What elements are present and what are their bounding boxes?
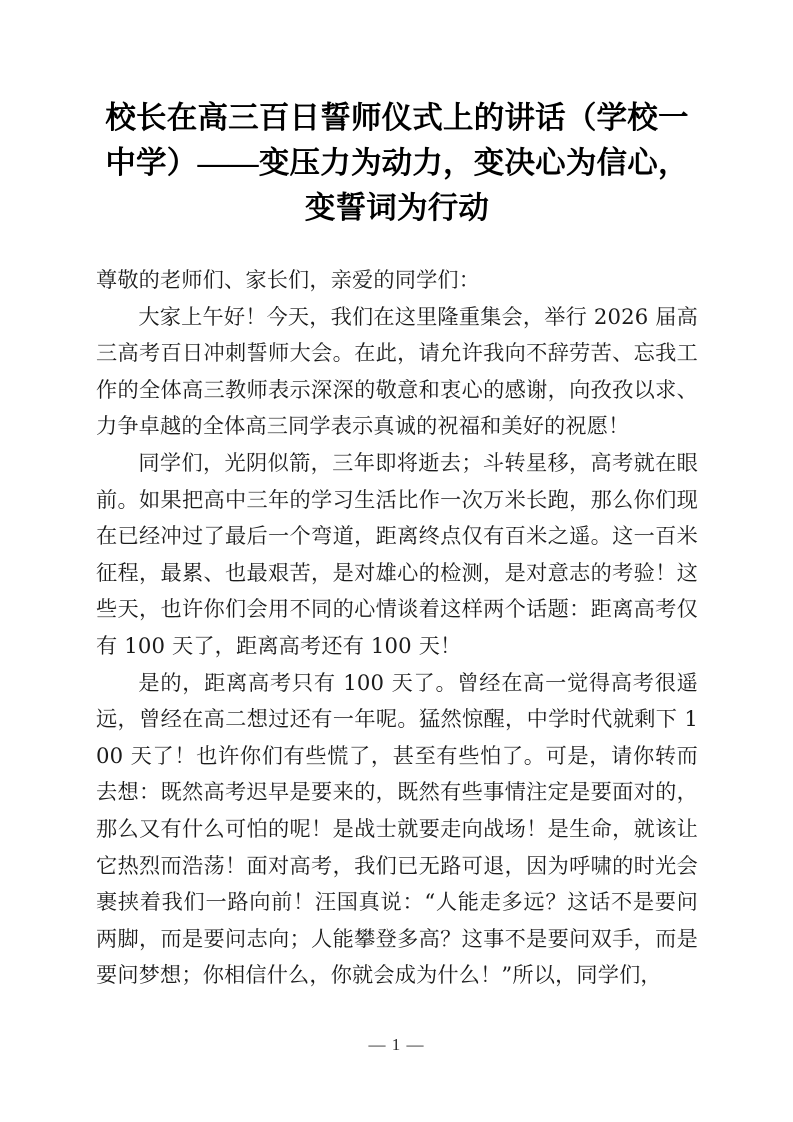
body-paragraph-3: 是的，距离高考只有 100 天了。曾经在高一觉得高考很遥远，曾经在高二想过还有一年呢。猛然惊醒，中学时代就剩下 100 天了！也许你们有些慌了，甚至有些怕了。可是，请你转而去想：既然高考迟早是要来的，既然有些事情注定是要面对的，那么又有什么可怕的呢！是战士就要走向战场！是生命，就该让它热烈而浩荡！面对高考，我们已无路可退，因为呼啸的时光会裹挟着我们一路向前！汪国真说：“人能走多远？这话不是要问两脚，而是要问志向；人能攀登多高？这事不是要问双手，而是要问梦想；你相信什么，你就会成为什么！”所以，同学们，	[96, 669, 698, 988]
salutation-paragraph: 尊敬的老师们、家长们，亲爱的同学们：	[96, 267, 481, 292]
body-paragraph-1: 大家上午好！今天，我们在这里隆重集会，举行 2026 届高三高考百日冲刺誓师大会。在此，请允许我向不辞劳苦、忘我工作的全体高三教师表示深深的敬意和衷心的感谢，向孜孜以求、力争卓越的全体高三同学表示真诚的祝福和美好的祝愿！	[96, 303, 698, 439]
document-body	[96, 262, 698, 994]
body-paragraph-2: 同学们，光阴似箭，三年即将逝去；斗转星移，高考就在眼前。如果把高中三年的学习生活比作一次万米长跑，那么你们现在已经冲过了最后一个弯道，距离终点仅有百米之遥。这一百米征程，最累、也最艰苦，是对雄心的检测，是对意志的考验！这些天，也许你们会用不同的心情谈着这样两个话题：距离高考仅有 100 天了，距离高考还有 100 天！	[96, 449, 698, 658]
page-number-footer: — 1 —	[368, 1035, 425, 1054]
page-title: 校长在高三百日誓师仪式上的讲话（学校一中学）——变压力为动力，变决心为信心，变誓词为行动	[105, 101, 689, 225]
